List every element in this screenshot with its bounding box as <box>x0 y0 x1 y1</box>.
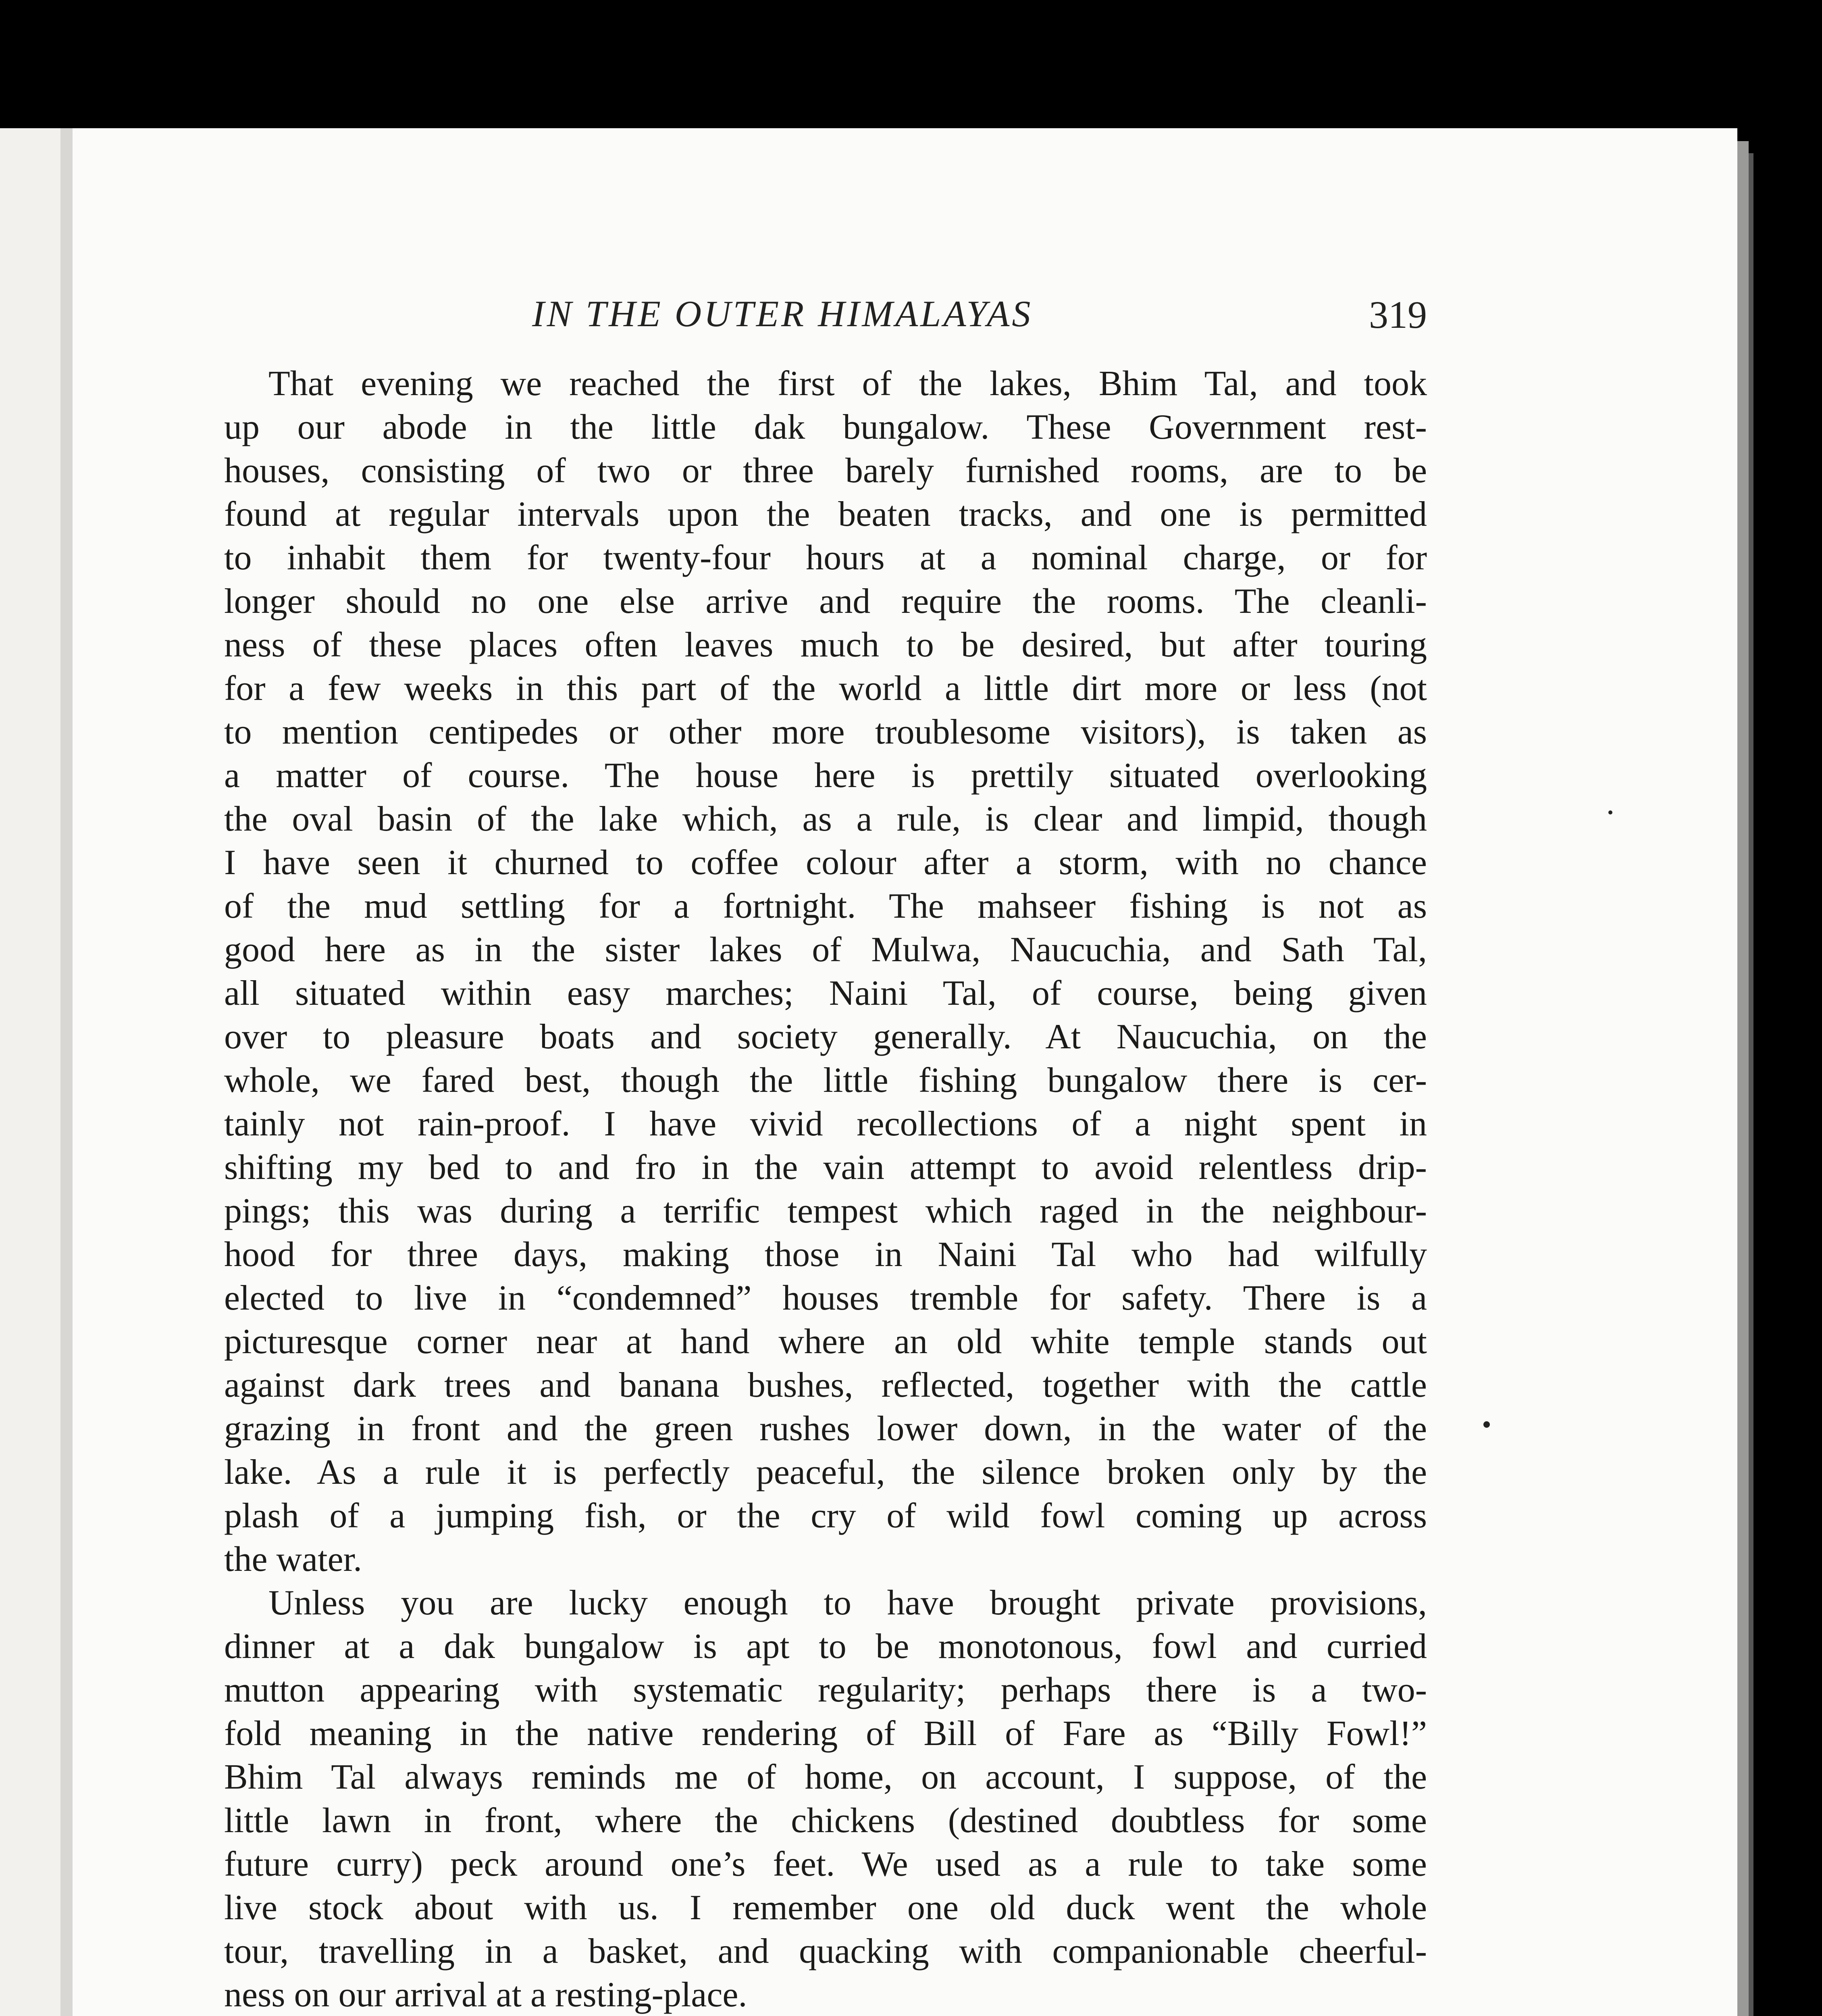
page-stack-edge <box>1737 141 1749 2016</box>
page-header <box>226 292 1427 337</box>
paragraph <box>224 1581 1427 2016</box>
speck-mark <box>1483 1421 1490 1428</box>
text-line: ness of these places often leaves much to be desired, but after touring <box>224 625 1427 664</box>
text-line: lake. As a rule it is perfectly peaceful, the silence broken only by the <box>224 1453 1427 1492</box>
text-line: to mention centipedes or other more troublesome visitors), is taken as <box>224 712 1427 752</box>
text-line: fold meaning in the native rendering of Bill of Fare as “Billy Fowl!” <box>224 1714 1427 1753</box>
text-line: mutton appearing with systematic regularity; perhaps there is a two- <box>224 1670 1427 1710</box>
text-line: I have seen it churned to coffee colour after a storm, with no chance <box>224 843 1427 882</box>
text-line: tour, travelling in a basket, and quacking with companionable cheerful- <box>224 1932 1427 1971</box>
text-line: all situated within easy marches; Naini Tal, of course, being given <box>224 974 1427 1013</box>
text-line: the water. <box>224 1540 362 1579</box>
book-gutter <box>60 128 73 2016</box>
text-line: plash of a jumping fish, or the cry of wild fowl coming up across <box>224 1496 1427 1535</box>
text-line: the oval basin of the lake which, as a rule, is clear and limpid, though <box>224 800 1427 839</box>
text-line: pings; this was during a terrific tempest which raged in the neighbour- <box>224 1191 1427 1231</box>
page-stack-shadow <box>1749 153 1753 2016</box>
text-line: houses, consisting of two or three barely furnished rooms, are to be <box>224 451 1427 490</box>
text-line: longer should no one else arrive and require the rooms. The cleanli- <box>224 582 1427 621</box>
text-line: future curry) peck around one’s feet. We used as a rule to take some <box>224 1845 1427 1884</box>
text-line: hood for three days, making those in Naini Tal who had wilfully <box>224 1235 1427 1274</box>
paragraph <box>224 362 1427 1581</box>
speck-mark <box>1608 810 1612 814</box>
text-line: of the mud settling for a fortnight. The mahseer fishing is not as <box>224 887 1427 926</box>
text-line: ness on our arrival at a resting-place. <box>224 1975 747 2014</box>
text-line: live stock about with us. I remember one old duck went the whole <box>224 1888 1427 1927</box>
text-line: over to pleasure boats and society generally. At Naucuchia, on the <box>224 1017 1427 1056</box>
text-line: against dark trees and banana bushes, reflected, together with the cattle <box>224 1366 1427 1405</box>
text-line: dinner at a dak bungalow is apt to be monotonous, fowl and curried <box>224 1627 1427 1666</box>
text-line: Bhim Tal always reminds me of home, on account, I suppose, of the <box>224 1758 1427 1797</box>
text-line: tainly not rain-proof. I have vivid recollections of a night spent in <box>224 1104 1427 1143</box>
text-line: for a few weeks in this part of the world a little dirt more or less (not <box>224 669 1427 708</box>
text-line: Unless you are lucky enough to have brought private provisions, <box>268 1583 1427 1622</box>
text-line: to inhabit them for twenty-four hours at a nominal charge, or for <box>224 538 1427 577</box>
text-line: a matter of course. The house here is prettily situated overlooking <box>224 756 1427 795</box>
text-line: grazing in front and the green rushes lower down, in the water of the <box>224 1409 1427 1448</box>
text-line: whole, we fared best, though the little fishing bungalow there is cer- <box>224 1061 1427 1100</box>
text-line: shifting my bed to and fro in the vain attempt to avoid relentless drip- <box>224 1148 1427 1187</box>
body-text <box>224 362 1427 2016</box>
text-line: good here as in the sister lakes of Mulwa, Naucuchia, and Sath Tal, <box>224 930 1427 969</box>
text-line: found at regular intervals upon the beaten tracks, and one is permitted <box>224 495 1427 534</box>
text-line: That evening we reached the first of the lakes, Bhim Tal, and took <box>268 364 1427 403</box>
running-title: IN THE OUTER HIMALAYAS <box>532 293 1033 334</box>
facing-page-edge <box>0 128 69 2016</box>
text-line: picturesque corner near at hand where an old white temple stands out <box>224 1322 1427 1361</box>
page-number: 319 <box>1369 293 1427 336</box>
text-line: up our abode in the little dak bungalow. These Government rest- <box>224 408 1427 447</box>
text-line: little lawn in front, where the chickens (destined doubtless for some <box>224 1801 1427 1840</box>
text-line: elected to live in “condemned” houses tremble for safety. There is a <box>224 1279 1427 1318</box>
